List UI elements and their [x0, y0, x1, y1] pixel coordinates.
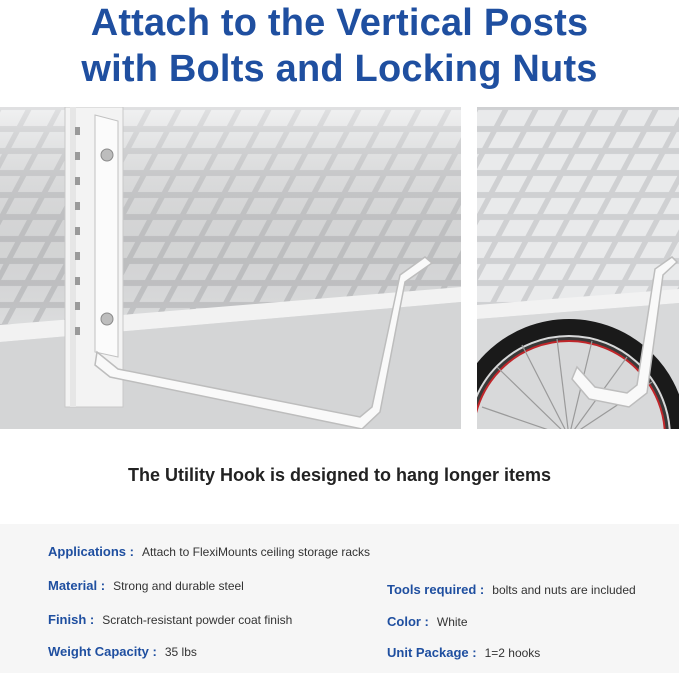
spec-unit-package-value: 1=2 hooks — [484, 646, 541, 660]
spec-finish — [48, 612, 292, 627]
spec-color — [387, 614, 468, 629]
spec-applications-value: Attach to FlexiMounts ceiling storage racks — [141, 545, 371, 559]
spec-material-value: Strong and durable steel — [113, 579, 244, 593]
spec-unit-package — [387, 645, 540, 660]
hook-on-post-illustration — [0, 107, 461, 429]
spec-unit-package-label: Unit Package : — [387, 645, 477, 660]
spec-finish-value: Scratch-resistant powder coat finish — [102, 613, 293, 627]
headline-line-1: Attach to the Vertical Posts — [90, 2, 589, 44]
caption: The Utility Hook is designed to hang longer items — [127, 465, 552, 485]
spec-tools-required — [387, 582, 636, 597]
spec-color-label: Color : — [387, 614, 429, 629]
product-photo-bike-wheel — [477, 107, 679, 429]
headline-line-2: with Bolts and Locking Nuts — [81, 48, 598, 90]
spec-material — [48, 578, 244, 593]
spec-tools-required-label: Tools required : — [387, 582, 485, 597]
spec-finish-label: Finish : — [48, 612, 95, 627]
product-photo-post-mount — [0, 107, 461, 429]
hook-with-wheel-illustration — [477, 107, 679, 429]
spec-applications-label: Applications : — [48, 544, 134, 559]
spec-tools-required-value: bolts and nuts are included — [492, 583, 636, 597]
spec-weight-capacity-label: Weight Capacity : — [48, 644, 157, 659]
spec-weight-capacity — [48, 644, 197, 659]
spec-weight-capacity-value: 35 lbs — [164, 645, 197, 659]
spec-applications — [48, 544, 370, 559]
specs-panel — [0, 524, 679, 673]
spec-color-value: White — [436, 615, 468, 629]
spec-material-label: Material : — [48, 578, 106, 593]
